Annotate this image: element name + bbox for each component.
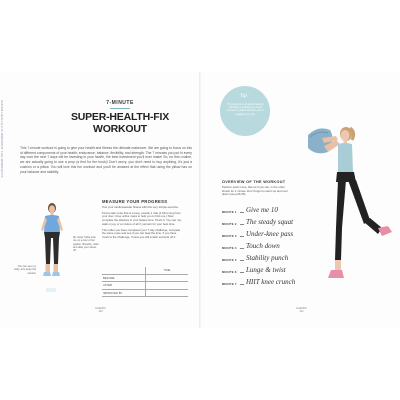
minute-dash (240, 236, 244, 237)
page-title (40, 111, 200, 135)
page-number-right: AGENDA 141 (296, 307, 307, 313)
minute-move: The steady squat (246, 218, 294, 226)
minute-dash (240, 284, 244, 285)
figure-callout-2: You can see my belly, let's keep the tension (14, 265, 36, 275)
minute-move: HIIT knee crunch (246, 278, 296, 286)
row-label: BEFORE (102, 274, 146, 282)
minute-dash (240, 212, 244, 213)
minute-dash (240, 272, 244, 273)
eyebrow-rule (110, 108, 130, 109)
overview-body: Perform each move, flat out if you can, in the order shown for 1 minute. Don't forget to warm up and cool down (see p20-25). (222, 185, 288, 197)
table-row (102, 289, 188, 297)
measure-paragraph: Test your cardiovascular fitness with this very simple exercise. (102, 205, 179, 209)
minute-label: MINUTE 4 (222, 246, 237, 250)
row-label: IMPROVED BY (102, 289, 146, 297)
figure-callout-1: My sister Sofia took me on a tour of her garden. Breathe, relax and take your shoes off. (73, 236, 99, 253)
minute-label: MINUTE 6 (222, 270, 237, 274)
minute-move: Lunge & twist (246, 266, 286, 274)
overview-heading: OVERVIEW OF THE WORKOUT (222, 180, 286, 184)
measure-progress-body (102, 206, 182, 242)
table-header-time: TIME (146, 267, 189, 274)
minute-move: Stability punch (246, 254, 289, 262)
minute-move: Give me 10 (246, 206, 278, 214)
title-line-1: SUPER-HEALTH-FIX (70, 111, 170, 123)
standing-woman-image (30, 200, 70, 305)
balancing-woman-image (278, 110, 398, 310)
minute-label: MINUTE 3 (222, 234, 237, 238)
intro-paragraph: This 7-minute workout is going to give your health and fitness the ultimate makeover. We are going to focus on lots of different components of your health: endurance, balance, flexibility, and strength. The 7 minutes you put in every day over the next 7 days will be investing in your health, the best investment you'll ever make! So, for this routine, we are actually going to use a prop (a first for the book)! Don't worry, you don't need to buy anything, it's just a cushion or a pillow. You will love this fun workout and you'll be amazed at the effect that using the pillow has on your balance and stability. (20, 146, 192, 174)
row-label: AFTER (102, 282, 146, 290)
minute-label: MINUTE 2 (222, 222, 237, 226)
minute-dash (240, 248, 244, 249)
minute-dash (240, 260, 244, 261)
minute-move: Under-knee pass (246, 230, 294, 238)
table-row (102, 282, 188, 290)
tip-body: This workout is all about balance, handling it, standing on a soft cushion or pillow will force you to engage your core. (227, 103, 264, 116)
measure-paragraph: Find a safe route that is a loop, exactly 1 mile (1.6km) long from your door. (Use online maps to help you to find one.) Now complete the distance in your fastest time. That's it. You can run, walk or jog, or a mixture of all 3, just aim for your best time. (102, 210, 182, 226)
minute-move: Touch down (246, 242, 280, 250)
time-cell[interactable] (146, 282, 189, 290)
progress-table (102, 267, 188, 297)
minute-dash (240, 224, 244, 225)
measure-paragraph: Then after you have completed your 7-day challenge, complete the same route and see if you can beat the time. If you have much to the challenge, I know you will smash seconds off it. (102, 227, 181, 239)
table-row (102, 267, 188, 274)
title-line-2: WORKOUT (92, 123, 147, 135)
time-cell[interactable] (146, 274, 189, 282)
measure-progress-heading: MEASURE YOUR PROGRESS (102, 199, 168, 204)
time-cell[interactable] (146, 289, 189, 297)
page-number-left: AGENDA 140 (95, 307, 106, 313)
section-eyebrow: 7-MINUTE (106, 100, 134, 106)
side-running-head: SUPER-HEALTH-FIX WORKOUT THE WORKOUTS (0, 100, 4, 178)
minute-label: MINUTE 5 (222, 258, 237, 262)
tip-heading: Tip (240, 93, 248, 99)
table-row (102, 274, 188, 282)
minute-label: MINUTE 1 (222, 210, 237, 214)
minute-label: MINUTE 7 (222, 282, 237, 286)
